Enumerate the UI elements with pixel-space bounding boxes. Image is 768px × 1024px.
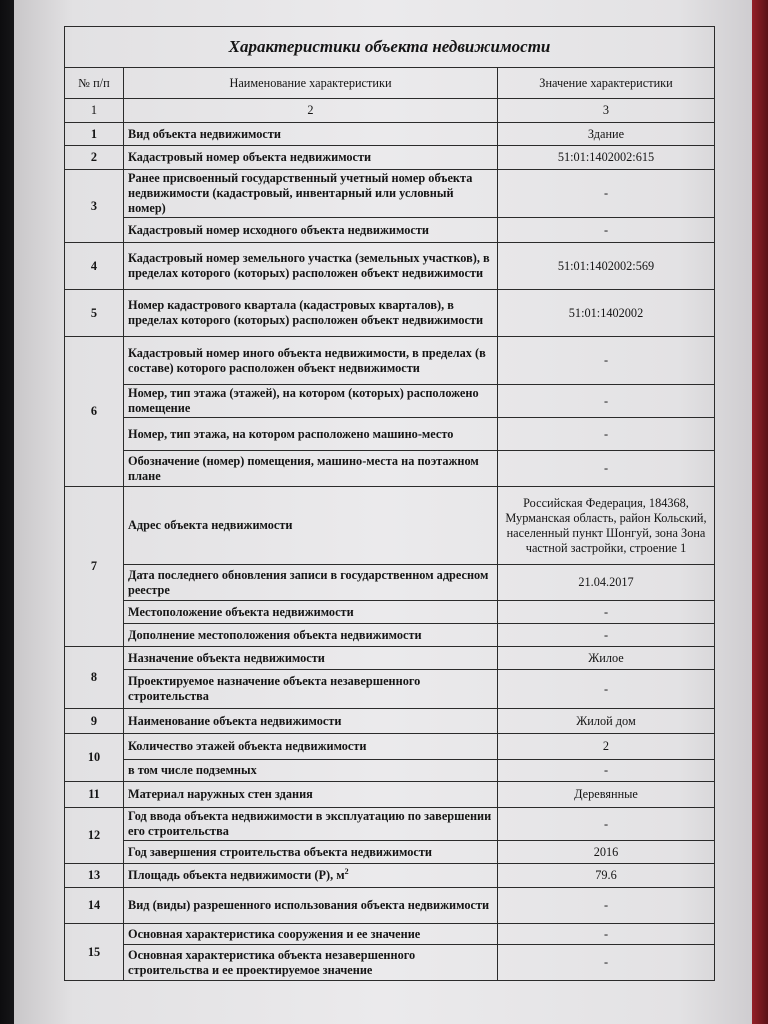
characteristic-name [124, 841, 498, 864]
table-row [65, 123, 715, 146]
characteristic-name-text: Проектируемое назначение объекта незавершенного строительства [128, 674, 421, 703]
characteristic-value: - [498, 601, 715, 624]
characteristic-name [124, 565, 498, 601]
characteristic-name-text: Назначение объекта недвижимости [128, 650, 325, 665]
row-number: 14 [65, 888, 124, 924]
row-number: 6 [65, 337, 124, 487]
characteristic-name-text: Год завершения строительства объекта недвижимости [128, 844, 432, 859]
table-row [65, 760, 715, 782]
characteristic-value: Деревянные [498, 782, 715, 808]
characteristic-name [124, 864, 498, 888]
characteristic-name [124, 385, 498, 418]
characteristic-value: 21.04.2017 [498, 565, 715, 601]
characteristic-name [124, 670, 498, 709]
characteristic-name [124, 709, 498, 734]
characteristic-name-text: Наименование объекта недвижимости [128, 713, 342, 728]
characteristic-value: 2 [498, 734, 715, 760]
characteristic-value: - [498, 385, 715, 418]
characteristic-name-text: Основная характеристика сооружения и ее значение [128, 926, 421, 941]
characteristic-name [124, 760, 498, 782]
table-row [65, 945, 715, 981]
table-row [65, 337, 715, 385]
table-row [65, 782, 715, 808]
characteristic-value: Жилой дом [498, 709, 715, 734]
table-row [65, 487, 715, 565]
table-row [65, 385, 715, 418]
table-row [65, 218, 715, 243]
characteristic-name [124, 243, 498, 290]
characteristic-name [124, 146, 498, 170]
characteristic-name-text: Кадастровый номер земельного участка (земельных участков), в пределах которого (которых) расположен объект недвижимости [128, 251, 490, 280]
characteristic-name-text: Вид объекта недвижимости [128, 126, 281, 141]
characteristic-name-text: Ранее присвоенный государственный учетный номер объекта недвижимости (кадастровый, инвентарный или условный номер) [128, 171, 473, 215]
characteristic-value: 51:01:1402002 [498, 290, 715, 337]
characteristic-value: Здание [498, 123, 715, 146]
table-row [65, 647, 715, 670]
table-row [65, 418, 715, 451]
characteristic-value: 51:01:1402002:569 [498, 243, 715, 290]
characteristic-value: 79.6 [498, 864, 715, 888]
characteristic-value: - [498, 337, 715, 385]
characteristic-value: - [498, 170, 715, 218]
characteristic-name-text: Материал наружных стен здания [128, 787, 313, 801]
row-number: 1 [65, 123, 124, 146]
characteristic-name [124, 218, 498, 243]
characteristic-name [124, 451, 498, 487]
table-row [65, 670, 715, 709]
characteristic-name-text: Кадастровый номер исходного объекта недвижимости [128, 222, 429, 237]
characteristic-name [124, 924, 498, 945]
table-row [65, 601, 715, 624]
table-row [65, 290, 715, 337]
header-num: № п/п [65, 68, 124, 99]
table-row [65, 734, 715, 760]
row-number: 8 [65, 647, 124, 709]
table-row [65, 841, 715, 864]
characteristic-value: - [498, 418, 715, 451]
characteristic-name-text: Адрес объекта недвижимости [128, 518, 293, 532]
table-row [65, 146, 715, 170]
characteristic-value: Российская Федерация, 184368, Мурманская область, район Кольский, населенный пункт Шонгуй, зона Зона частной застройки, строение 1 [498, 487, 715, 565]
row-number: 4 [65, 243, 124, 290]
table-row [65, 864, 715, 888]
characteristic-value: - [498, 888, 715, 924]
table-row [65, 808, 715, 841]
characteristic-name [124, 290, 498, 337]
characteristic-name [124, 624, 498, 647]
characteristic-name [124, 170, 498, 218]
characteristic-name-text: в том числе подземных [128, 763, 257, 777]
characteristic-name-text: Дополнение местоположения объекта недвижимости [128, 627, 422, 642]
table-title: Характеристики объекта недвижимости [65, 27, 715, 68]
characteristic-name [124, 808, 498, 841]
row-number: 11 [65, 782, 124, 808]
characteristic-value: - [498, 808, 715, 841]
header-value: Значение характеристики [498, 68, 715, 99]
characteristic-name [124, 601, 498, 624]
characteristic-value: - [498, 945, 715, 981]
characteristic-value: 2016 [498, 841, 715, 864]
characteristic-value: 51:01:1402002:615 [498, 146, 715, 170]
characteristic-name-text: Местоположение объекта недвижимости [128, 604, 354, 619]
row-number: 5 [65, 290, 124, 337]
table-row [65, 624, 715, 647]
table-row [65, 888, 715, 924]
table-row [65, 924, 715, 945]
characteristic-name-text: Площадь объекта недвижимости (Р), м [128, 868, 345, 883]
characteristic-name-text: Кадастровый номер иного объекта недвижимости, в пределах (в составе) которого расположен объект недвижимости [128, 345, 486, 375]
characteristic-name-text: Номер, тип этажа (этажей), на котором (которых) расположено помещение [128, 386, 479, 415]
row-number: 7 [65, 487, 124, 647]
characteristic-name-text: Обозначение (номер) помещения, машино-места на поэтажном плане [128, 453, 479, 483]
characteristic-name [124, 888, 498, 924]
row-number: 2 [65, 146, 124, 170]
column-number-1: 1 [65, 99, 124, 123]
characteristic-name [124, 945, 498, 981]
characteristic-name [124, 487, 498, 565]
characteristic-value: - [498, 218, 715, 243]
characteristic-name [124, 734, 498, 760]
row-number: 12 [65, 808, 124, 864]
characteristic-name-text: Дата последнего обновления записи в государственном адресном реестре [128, 567, 489, 597]
row-number: 3 [65, 170, 124, 243]
characteristic-name-text: Год ввода объекта недвижимости в эксплуатацию по завершении его строительства [128, 809, 492, 838]
table-row [65, 451, 715, 487]
row-number: 15 [65, 924, 124, 981]
characteristic-name-text: Количество этажей объекта недвижимости [128, 739, 367, 753]
characteristic-name [124, 418, 498, 451]
row-number: 9 [65, 709, 124, 734]
table-row [65, 565, 715, 601]
row-number: 10 [65, 734, 124, 782]
table-row [65, 243, 715, 290]
characteristic-name-text: Вид (виды) разрешенного использования объекта недвижимости [128, 898, 490, 912]
characteristic-name [124, 647, 498, 670]
characteristic-value: - [498, 760, 715, 782]
column-number-2: 2 [124, 99, 498, 123]
characteristic-name-text: Номер кадастрового квартала (кадастровых кварталов), в пределах которого (которых) расположен объект недвижимости [128, 298, 484, 327]
characteristic-value: Жилое [498, 647, 715, 670]
characteristic-name [124, 337, 498, 385]
table-row [65, 709, 715, 734]
characteristic-name [124, 123, 498, 146]
characteristic-value: - [498, 451, 715, 487]
characteristics-table [64, 26, 715, 981]
characteristic-name [124, 782, 498, 808]
header-name: Наименование характеристики [124, 68, 498, 99]
table-body [65, 123, 715, 981]
unit-superscript: 2 [344, 867, 349, 877]
characteristic-value: - [498, 670, 715, 709]
column-number-3: 3 [498, 99, 715, 123]
row-number: 13 [65, 864, 124, 888]
table-row [65, 170, 715, 218]
characteristic-name-text: Основная характеристика объекта незавершенного строительства и ее проектируемое значение [128, 947, 416, 977]
characteristic-value: - [498, 624, 715, 647]
characteristic-name-text: Кадастровый номер объекта недвижимости [128, 150, 372, 164]
characteristic-value: - [498, 924, 715, 945]
characteristic-name-text: Номер, тип этажа, на котором расположено машино-место [128, 426, 454, 441]
